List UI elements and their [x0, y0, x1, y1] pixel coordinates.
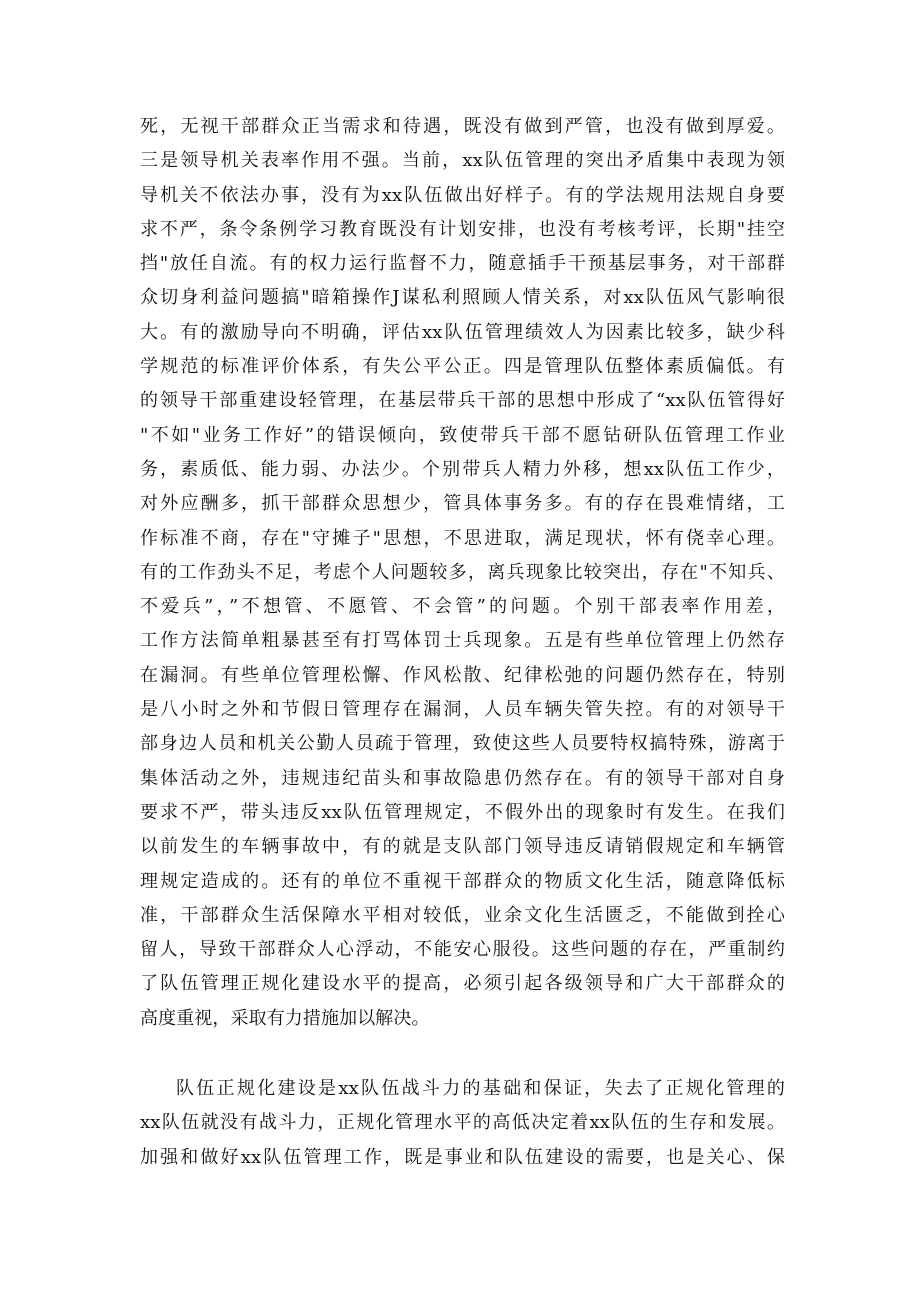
text-line: 大。有的激励导向不明确，评估xx队伍管理绩效人为因素比较多，缺少科 — [140, 321, 785, 343]
body-paragraph-1 — [140, 110, 785, 1036]
body-paragraph-2 — [140, 1072, 785, 1175]
text-line: 留人，导致干部群众人心浮动，不能安心服役。这些问题的存在，严重制约 — [140, 939, 785, 961]
text-line: 求不严，条令条例学习教育既没有计划安排，也没有考核考评，长期"挂空 — [140, 218, 785, 240]
text-line: 导机关不依法办事，没有为xx队伍做出好样子。有的学法规用法规自身要 — [140, 184, 785, 206]
text-line: 是八小时之外和节假日管理存在漏洞，人员车辆失管失控。有的对领导干 — [140, 699, 785, 721]
document-page — [140, 110, 785, 1175]
text-line: 死，无视干部群众正当需求和待遇，既没有做到严管，也没有做到厚爱。 — [140, 116, 785, 137]
text-line: 准，干部群众生活保障水平相对较低，业余文化生活匮乏，不能做到拴心 — [140, 904, 785, 926]
text-line: 了队伍管理正规化建设水平的提高，必须引起各级领导和广大干部群众的 — [140, 973, 785, 995]
text-line: 部身边人员和机关公勤人员疏于管理，致使这些人员要特权搞特殊，游离于 — [140, 733, 785, 755]
text-line: 要求不严，带头违反xx队伍管理规定，不假外出的现象时有发生。在我们 — [140, 801, 785, 823]
text-line: 在漏洞。有些单位管理松懈、作风松散、纪律松弛的问题仍然存在，特别 — [140, 664, 785, 686]
text-line: xx队伍就没有战斗力，正规化管理水平的高低决定着xx队伍的生存和发展。 — [140, 1112, 785, 1134]
text-line: 作标准不商，存在"守摊子"思想，不思进取，满足现状，怀有侥幸心理。 — [140, 527, 785, 549]
paragraph-spacer — [140, 1036, 785, 1072]
text-line: 学规范的标准评价体系，有失公平公正。四是管理队伍整体素质偏低。有 — [140, 356, 785, 378]
text-line: 工作方法简单粗暴甚至有打骂体罚士兵现象。五是有些单位管理上仍然存 — [140, 630, 785, 652]
text-line: 对外应酬多，抓干部群众思想少，管具体事务多。有的存在畏难情绪，工 — [140, 493, 785, 515]
text-line: 理规定造成的。还有的单位不重视干部群众的物质文化生活，随意降低标 — [140, 870, 785, 892]
text-line: 有的工作劲头不足，考虑个人问题较多，离兵现象比较突出，存在"不知兵、 — [140, 561, 785, 583]
text-line: 务，素质低、能力弱、办法少。个别带兵人精力外移，想xx队伍工作少， — [140, 458, 785, 480]
text-line: "不如"业务工作好”的错误倾向，致使带兵干部不愿钻研队伍管理工作业 — [140, 424, 785, 446]
text-line: 队伍正规化建设是xx队伍战斗力的基础和保证，失去了正规化管理的 — [176, 1078, 785, 1100]
text-line: 集体活动之外，违规违纪苗头和事故隐患仍然存在。有的领导干部对自身 — [140, 767, 785, 789]
text-line: 不爱兵”，”不想管、不愿管、不会管”的问题。个别干部表率作用差， — [140, 596, 785, 618]
text-line: 众切身利益问题搞"暗箱操作J谋私利照顾人情关系，对xx队伍风气影响很 — [140, 287, 785, 309]
text-line: 以前发生的车辆事故中，有的就是支队部门领导违反请销假规定和车辆管 — [140, 836, 785, 858]
text-line: 挡"放任自流。有的权力运行监督不力，随意插手干预基层事务，对干部群 — [140, 253, 785, 275]
text-line: 高度重视，采取有力措施加以解决。 — [140, 1007, 430, 1029]
text-line: 三是领导机关表率作用不强。当前，xx队伍管理的突出矛盾集中表现为领 — [140, 150, 785, 172]
text-line: 的领导干部重建设轻管理，在基层带兵干部的思想中形成了“xx队伍管得好 — [140, 390, 785, 412]
text-line: 加强和做好xx队伍管理工作，既是事业和队伍建设的需要，也是关心、保 — [140, 1146, 785, 1168]
